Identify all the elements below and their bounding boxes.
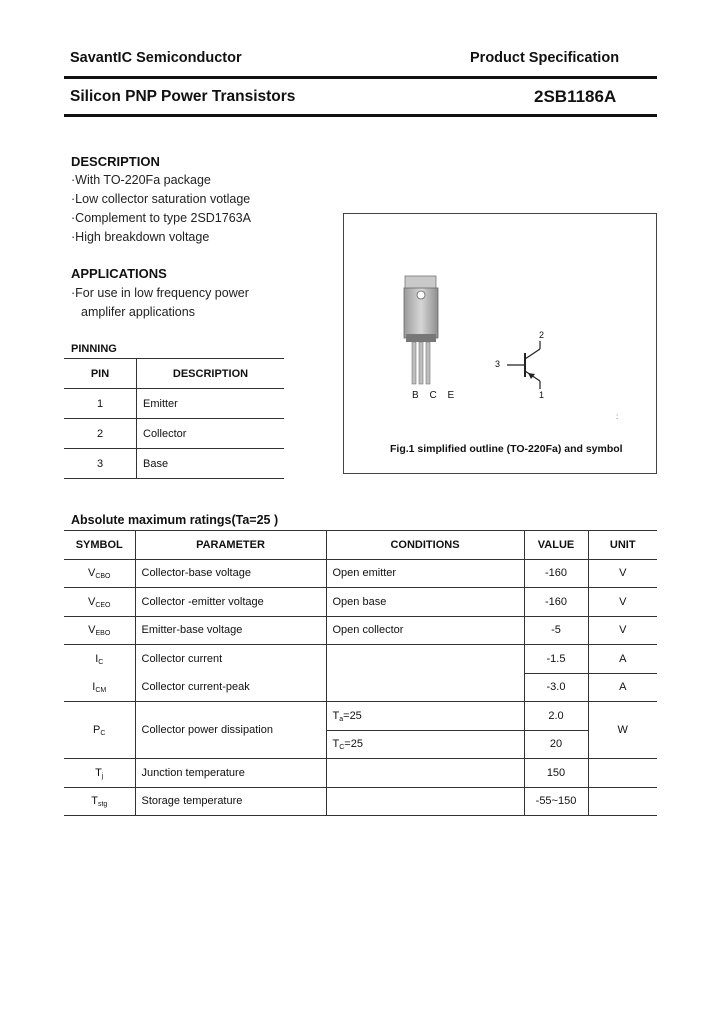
description-column-header: DESCRIPTION xyxy=(137,359,285,389)
figure-caption: Fig.1 simplified outline (TO-220Fa) and symbol xyxy=(390,443,623,455)
table-row xyxy=(64,559,657,588)
pinning-header-row xyxy=(64,359,284,389)
symbol-cell: VCBO xyxy=(64,559,135,588)
unit-cell: V xyxy=(588,559,657,588)
ratings-table xyxy=(64,530,657,816)
applications-line: amplifer applications xyxy=(81,305,195,319)
unit-cell: W xyxy=(588,702,657,759)
conditions-cell: Open base xyxy=(326,588,524,617)
table-row xyxy=(64,702,657,731)
pin-description: Emitter xyxy=(137,389,285,419)
part-number: 2SB1186A xyxy=(534,87,617,106)
unit-cell xyxy=(588,759,657,788)
value-cell: 150 xyxy=(524,759,588,788)
doc-type: Product Specification xyxy=(470,50,620,66)
table-row xyxy=(64,588,657,617)
pin-number: 3 xyxy=(64,449,137,479)
conditions-cell: TC=25 xyxy=(326,730,524,759)
pin-description: Base xyxy=(137,449,285,479)
symbol-pin-3-label: 3 xyxy=(495,359,501,369)
symbol-pin-1-label: 1 xyxy=(539,390,545,400)
value-cell: 2.0 xyxy=(524,702,588,731)
conditions-cell: Open collector xyxy=(326,616,524,645)
parameter-cell: Junction temperature xyxy=(135,759,326,788)
applications-list xyxy=(71,284,249,322)
unit-cell: V xyxy=(588,588,657,617)
conditions-cell xyxy=(326,787,524,816)
parameter-cell: Collector power dissipation xyxy=(135,702,326,759)
unit-cell xyxy=(588,787,657,816)
unit-column-header: UNIT xyxy=(588,531,657,560)
table-row xyxy=(64,787,657,816)
package-outline-diagram xyxy=(344,214,656,473)
conditions-cell: Ta=25 xyxy=(326,702,524,731)
symbol-cell: IC xyxy=(64,645,135,674)
pin-number: 2 xyxy=(64,419,137,449)
table-row xyxy=(64,616,657,645)
value-cell: 20 xyxy=(524,730,588,759)
conditions-cell xyxy=(326,645,524,702)
figure-box xyxy=(343,213,657,474)
package-lead-labels: B C E xyxy=(412,390,459,401)
symbol-cell: PC xyxy=(64,702,135,759)
symbol-cell: ICM xyxy=(64,673,135,702)
parameter-cell: Collector-base voltage xyxy=(135,559,326,588)
description-item: ·High breakdown voltage xyxy=(71,230,210,244)
unit-cell: A xyxy=(588,673,657,702)
table-row xyxy=(64,645,657,674)
conditions-cell: Open emitter xyxy=(326,559,524,588)
parameter-cell: Emitter-base voltage xyxy=(135,616,326,645)
ratings-heading: Absolute maximum ratings(Ta=25 ) xyxy=(71,513,279,527)
header-rule-top xyxy=(64,76,657,79)
parameter-column-header: PARAMETER xyxy=(135,531,326,560)
symbol-cell: VEBO xyxy=(64,616,135,645)
header-rule-bottom xyxy=(64,114,657,117)
description-item: ·With TO-220Fa package xyxy=(71,173,211,187)
symbol-column-header: SYMBOL xyxy=(64,531,135,560)
value-cell: -3.0 xyxy=(524,673,588,702)
value-cell: -1.5 xyxy=(524,645,588,674)
value-cell: -55~150 xyxy=(524,787,588,816)
symbol-cell: Tj xyxy=(64,759,135,788)
value-cell: -5 xyxy=(524,616,588,645)
symbol-cell: Tstg xyxy=(64,787,135,816)
pin-number: 1 xyxy=(64,389,137,419)
table-row xyxy=(64,389,284,419)
pinning-table xyxy=(64,358,284,479)
parameter-cell: Storage temperature xyxy=(135,787,326,816)
ratings-header-row xyxy=(64,531,657,560)
table-row xyxy=(64,759,657,788)
unit-cell: A xyxy=(588,645,657,674)
svg-text::: : xyxy=(616,412,619,421)
applications-line: ·For use in low frequency power xyxy=(71,286,249,300)
value-column-header: VALUE xyxy=(524,531,588,560)
conditions-cell xyxy=(326,759,524,788)
parameter-cell: Collector current-peak xyxy=(135,673,326,702)
parameter-cell: Collector -emitter voltage xyxy=(135,588,326,617)
parameter-cell: Collector current xyxy=(135,645,326,674)
symbol-cell: VCEO xyxy=(64,588,135,617)
conditions-column-header: CONDITIONS xyxy=(326,531,524,560)
table-row xyxy=(64,449,284,479)
description-list xyxy=(71,171,251,247)
description-item: ·Low collector saturation votlage xyxy=(71,192,251,206)
unit-cell: V xyxy=(588,616,657,645)
applications-heading: APPLICATIONS xyxy=(71,266,167,281)
product-line: Silicon PNP Power Transistors xyxy=(70,88,296,105)
company-name: SavantIC Semiconductor xyxy=(70,50,242,66)
description-heading: DESCRIPTION xyxy=(71,154,160,169)
pin-column-header: PIN xyxy=(64,359,137,389)
pinning-heading: PINNING xyxy=(71,343,117,355)
description-item: ·Complement to type 2SD1763A xyxy=(71,211,251,225)
symbol-pin-2-label: 2 xyxy=(539,330,545,340)
pin-description: Collector xyxy=(137,419,285,449)
table-row xyxy=(64,419,284,449)
value-cell: -160 xyxy=(524,559,588,588)
value-cell: -160 xyxy=(524,588,588,617)
